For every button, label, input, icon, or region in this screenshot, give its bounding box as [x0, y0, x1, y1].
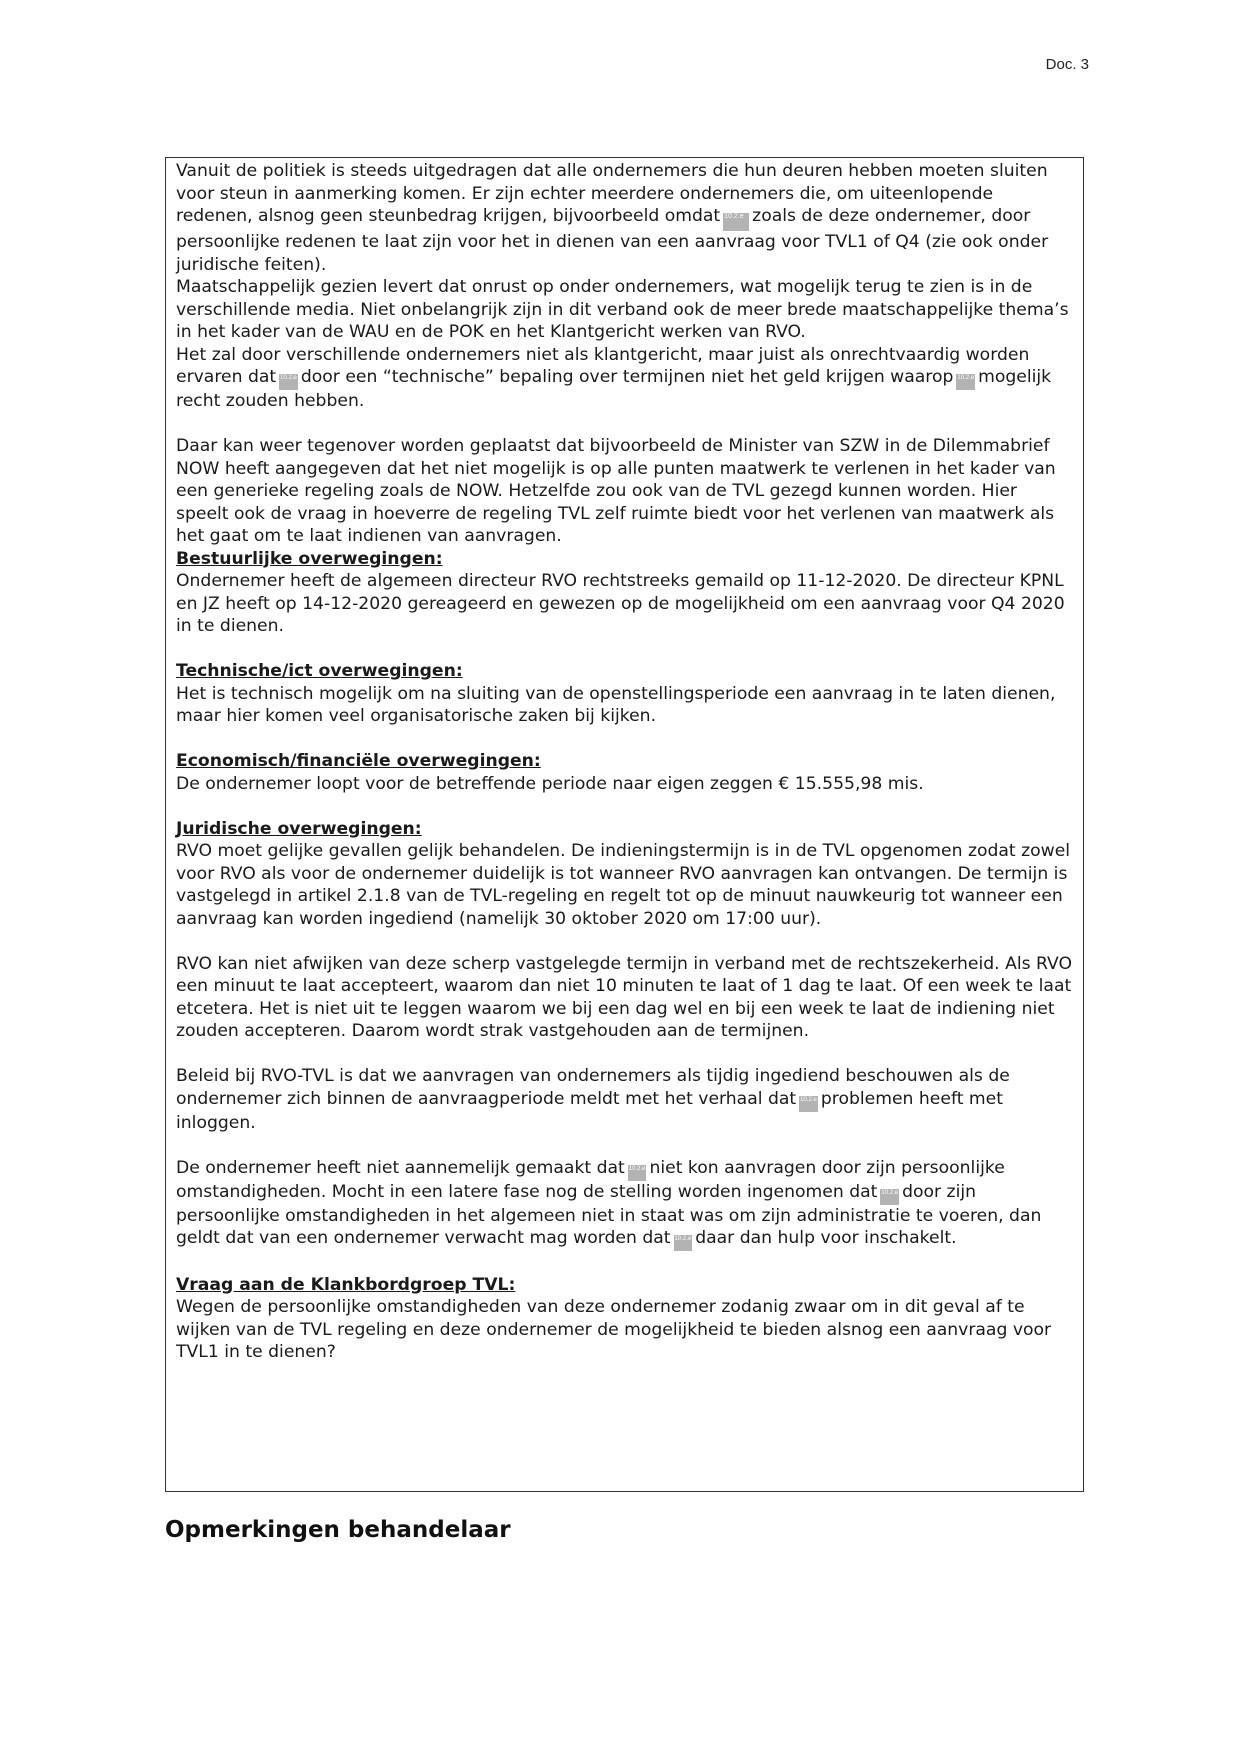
heading-juridische-overwegingen: Juridische overwegingen:	[176, 818, 422, 839]
paragraph-vraag: Wegen de persoonlijke omstandigheden van deze ondernemer zodanig zwaar om in dit geval af te wijken van de TVL regeling en deze ondernemer de mogelijkheid te bieden alsnog een aanvraag voor TVL1 in te dienen?	[176, 1297, 1052, 1362]
paragraph-technisch: Het is technisch mogelijk om na sluiting van de openstellingsperiode een aanvraag in te laten dienen, maar hier komen veel organisatorische zaken bij kijken.	[176, 683, 1056, 726]
document-number-label: Doc. 3	[1045, 56, 1089, 73]
paragraph-social-impact: Maatschappelijk gezien levert dat onrust op onder ondernemers, wat mogelijk terug te zien is in de verschillende media. Niet onbelangrijk zijn in dit verband ook de meer brede maatschappelijke thema’s in het kader van de WAU en de POK en het Klantgericht werken van RVO.	[176, 277, 1069, 342]
redaction-mark: 10.2.e	[279, 374, 298, 390]
paragraph-juridisch-rechtszekerheid: RVO kan niet afwijken van deze scherp vastgelegde termijn in verband met de rechtszekerheid. Als RVO een minuut te laat accepteert, waarom dan niet 10 minuten te laat of 1 dag te laat. Of een week te laat etcetera. Het is niet uit te leggen waarom we bij een dag wel en bij een week te laat de indiening niet zouden accepteren. Daarom wordt strak vastgehouden aan de termijnen.	[176, 953, 1073, 1041]
section-title-opmerkingen: Opmerkingen behandelaar	[165, 1517, 511, 1543]
heading-vraag-klankbordgroep: Vraag aan de Klankbordgroep TVL:	[176, 1274, 516, 1295]
paragraph-economisch: De ondernemer loopt voor de betreffende periode naar eigen zeggen € 15.555,98 mis.	[176, 773, 924, 794]
heading-economische-overwegingen: Economisch/financiële overwegingen:	[176, 751, 541, 771]
paragraph-fairness: Het zal door verschillende ondernemers niet als klantgericht, maar juist als onrechtvaardig worden ervaren dat 10.2.e door een “technische” bepaling over termijnen niet het geld krijgen waarop 10.2.e mogelijk recht zouden hebben.	[176, 344, 1052, 411]
redaction-mark: 10.2.e	[799, 1096, 818, 1112]
content-box	[165, 157, 1084, 1492]
paragraph-juridisch-aannemelijk: De ondernemer heeft niet aannemelijk gemaakt dat 10.2.e niet kon aanvragen door zijn persoonlijke omstandigheden. Mocht in een latere fase nog de stelling worden ingenomen dat 10.2.e door zijn persoonlijke omstandigheden in het algemeen niet in staat was om zijn administratie te voeren, dan geldt dat van een ondernemer verwacht mag worden dat 10.2.e daar dan hulp voor inschakelt.	[176, 1157, 1073, 1252]
redaction-mark: 10.2.e	[628, 1165, 647, 1181]
paragraph-bestuurlijk: Ondernemer heeft de algemeen directeur RVO rechtstreeks gemaild op 11-12-2020. De directeur KPNL en JZ heeft op 14-12-2020 gereageerd en gewezen op de mogelijkheid om een aanvraag voor Q4 2020 in te dienen.	[176, 571, 1065, 636]
heading-technische-overwegingen: Technische/ict overwegingen:	[176, 661, 463, 681]
redaction-mark: 10.2.e	[723, 213, 749, 231]
redaction-mark: 10.2.e	[674, 1235, 693, 1251]
paragraph-political-context: Vanuit de politiek is steeds uitgedragen dat alle ondernemers die hun deuren hebben moeten sluiten voor steun in aanmerking komen. Er zijn echter meerdere ondernemers die, om uiteenlopende redenen, alsnog geen steunbedrag krijgen, bijvoorbeeld omdat 10.2.e zoals de deze ondernemer, door persoonlijke redenen te laat zijn voor het in dienen van een aanvraag voor TVL1 of Q4 (zie ook onder juridische feiten).	[176, 161, 1049, 275]
redaction-mark: 10.2.e	[956, 374, 975, 390]
heading-bestuurlijke-overwegingen: Bestuurlijke overwegingen:	[176, 548, 443, 569]
redaction-mark: 10.2.e	[880, 1189, 899, 1205]
paragraph-juridisch-gelijke-gevallen: RVO moet gelijke gevallen gelijk behandelen. De indieningstermijn is in de TVL opgenomen zodat zowel voor RVO als voor de ondernemer duidelijk is tot wanneer RVO aanvragen kan ontvangen. De termijn is vastgelegd in artikel 2.1.8 van de TVL-regeling en regelt tot op de minuut nauwkeurig tot wanneer een aanvraag kan worden ingediend (namelijk 30 oktober 2020 om 17:00 uur).	[176, 841, 1071, 929]
paragraph-counterargument: Daar kan weer tegenover worden geplaatst dat bijvoorbeeld de Minister van SZW in de Dilemmabrief NOW heeft aangegeven dat het niet mogelijk is op alle punten maatwerk te verlenen in het kader van een generieke regeling zoals de NOW. Hetzelfde zou ook van de TVL gezegd kunnen worden. Hier speelt ook de vraag in hoeverre de regeling TVL zelf ruimte biedt voor het verlenen van maatwerk als het gaat om te laat indienen van aanvragen.	[176, 436, 1056, 546]
paragraph-juridisch-beleid: Beleid bij RVO-TVL is dat we aanvragen van ondernemers als tijdig ingediend beschouwen als de ondernemer zich binnen de aanvraagperiode meldt met het verhaal dat 10.2.e problemen heeft met inloggen.	[176, 1066, 1010, 1133]
